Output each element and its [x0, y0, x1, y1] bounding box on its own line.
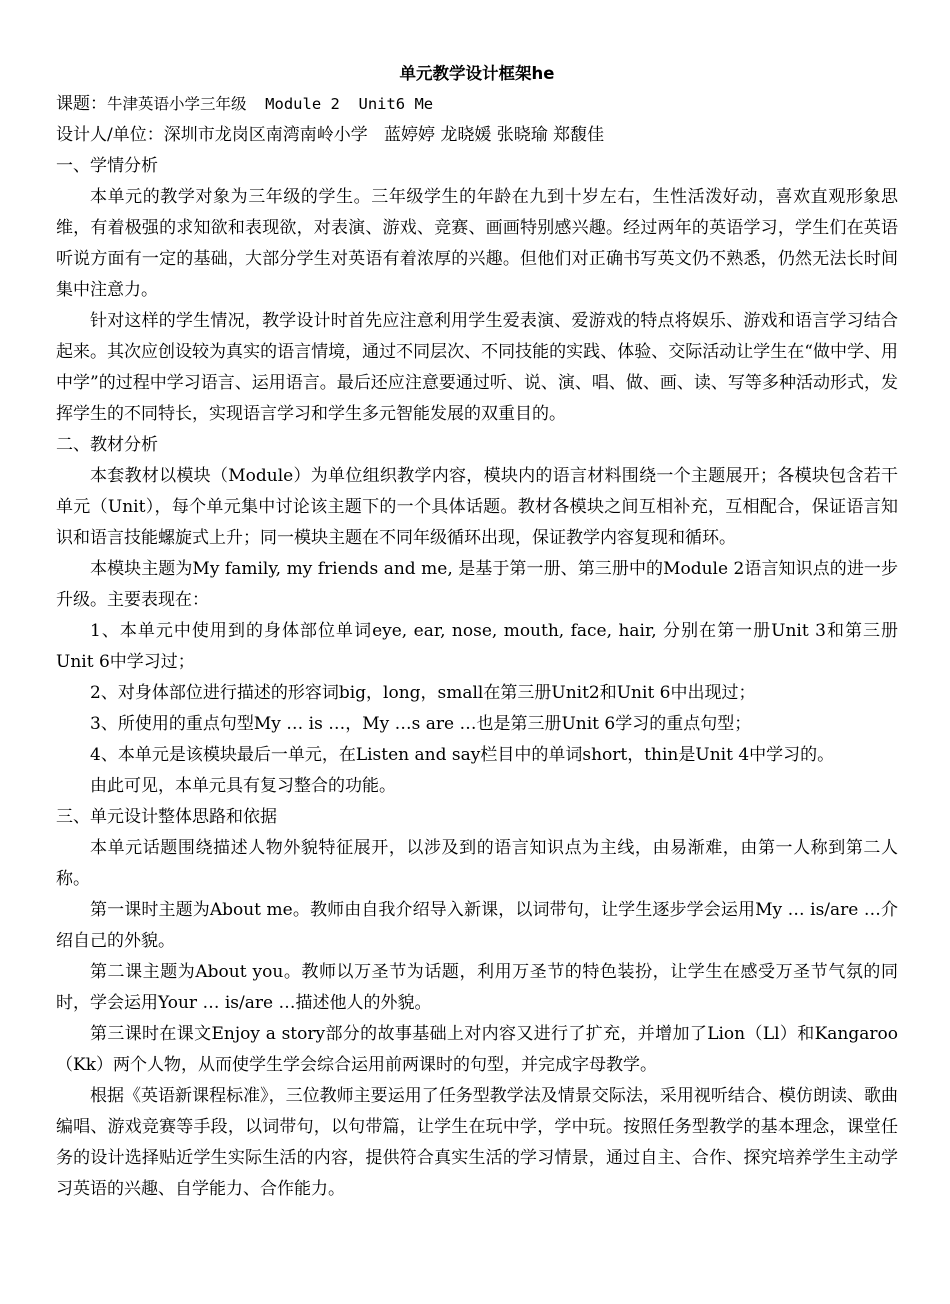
learner-analysis-paragraph-2: 针对这样的学生情况，教学设计时首先应注意利用学生爱表演、爱游戏的特点将娱乐、游戏和语言学习结合起来。其次应创设较为真实的语言情境，通过不同层次、不同技能的实践、体验、交际活动让学生在“做中学、用中学”的过程中学习语言、运用语言。最后还应注意要通过听、说、演、唱、做、画、读、写等多种活动形式，发挥学生的不同特长，实现语言学习和学生多元智能发展的双重目的。 — [56, 311, 898, 424]
document-page — [56, 58, 898, 1205]
design-rationale-paragraph-1: 本单元话题围绕描述人物外貌特征展开，以涉及到的语言知识点为主线，由易渐难，由第一人称到第二人称。 — [56, 838, 898, 889]
textbook-analysis-item-1: 1、本单元中使用到的身体部位单词eye, ear, nose, mouth, face, hair, 分别在第一册Unit 3和第三册Unit 6中学习过； — [56, 621, 898, 672]
document-title: 单元教学设计框架he — [399, 64, 555, 83]
textbook-analysis-conclusion: 由此可见，本单元具有复习整合的功能。 — [90, 776, 396, 796]
course-line — [56, 89, 898, 120]
textbook-analysis-item-4: 4、本单元是该模块最后一单元，在Listen and say栏目中的单词short，thin是Unit 4中学习的。 — [90, 745, 835, 765]
learner-analysis-paragraph-1: 本单元的教学对象为三年级的学生。三年级学生的年龄在九到十岁左右，生性活泼好动，喜欢直观形象思维，有着极强的求知欲和表现欲，对表演、游戏、竞赛、画画特别感兴趣。经过两年的英语学习，学生们在英语听说方面有一定的基础，大部分学生对英语有着浓厚的兴趣。但他们对正确书写英文仍不熟悉，仍然无法长时间集中注意力。 — [56, 187, 898, 300]
designer-label: 设计人/单位： — [56, 125, 164, 145]
textbook-analysis-paragraph-2: 本模块主题为My family, my friends and me, 是基于第一册、第三册中的Module 2语言知识点的进一步升级。主要表现在： — [56, 559, 898, 610]
designer-value: 深圳市龙岗区南湾南岭小学 蓝婷婷 龙晓媛 张晓瑜 郑馥佳 — [163, 125, 605, 145]
design-rationale-paragraph-4: 第三课时在课文Enjoy a story部分的故事基础上对内容又进行了扩充，并增加了Lion（Ll）和Kangaroo（Kk）两个人物，从而使学生学会综合运用前两课时的句型，并完成字母教学。 — [56, 1024, 898, 1075]
section-heading-learner-analysis: 一、学情分析 — [56, 156, 158, 176]
course-label: 课题： — [56, 94, 107, 114]
design-rationale-paragraph-2: 第一课时主题为About me。教师由自我介绍导入新课，以词带句，让学生逐步学会运用My … is/are …介绍自己的外貌。 — [56, 900, 898, 951]
textbook-analysis-paragraph-1: 本套教材以模块（Module）为单位组织教学内容，模块内的语言材料围绕一个主题展开；各模块包含若干单元（Unit），每个单元集中讨论该主题下的一个具体话题。教材各模块之间互相补充，互相配合，保证语言知识和语言技能螺旋式上升；同一模块主题在不同年级循环出现，保证教学内容复现和循环。 — [56, 466, 898, 548]
textbook-analysis-item-2: 2、对身体部位进行描述的形容词big，long，small在第三册Unit2和Unit 6中出现过； — [90, 683, 756, 703]
course-value: 牛津英语小学三年级 Module 2 Unit6 Me — [107, 95, 434, 113]
section-heading-design-rationale: 三、单元设计整体思路和依据 — [56, 807, 277, 827]
designer-line — [56, 120, 898, 151]
section-heading-textbook-analysis: 二、教材分析 — [56, 435, 158, 455]
textbook-analysis-item-3: 3、所使用的重点句型My … is …，My …s are …也是第三册Unit 6学习的重点句型； — [90, 714, 752, 734]
design-rationale-paragraph-3: 第二课主题为About you。教师以万圣节为话题，利用万圣节的特色装扮，让学生在感受万圣节气氛的同时，学会运用Your … is/are …描述他人的外貌。 — [56, 962, 898, 1013]
design-rationale-paragraph-5: 根据《英语新课程标准》，三位教师主要运用了任务型教学法及情景交际法，采用视听结合、模仿朗读、歌曲编唱、游戏竞赛等手段，以词带句，以句带篇，让学生在玩中学，学中玩。按照任务型教学的基本理念，课堂任务的设计选择贴近学生实际生活的内容，提供符合真实生活的学习情景，通过自主、合作、探究培养学生主动学习英语的兴趣、自学能力、合作能力。 — [56, 1086, 898, 1199]
